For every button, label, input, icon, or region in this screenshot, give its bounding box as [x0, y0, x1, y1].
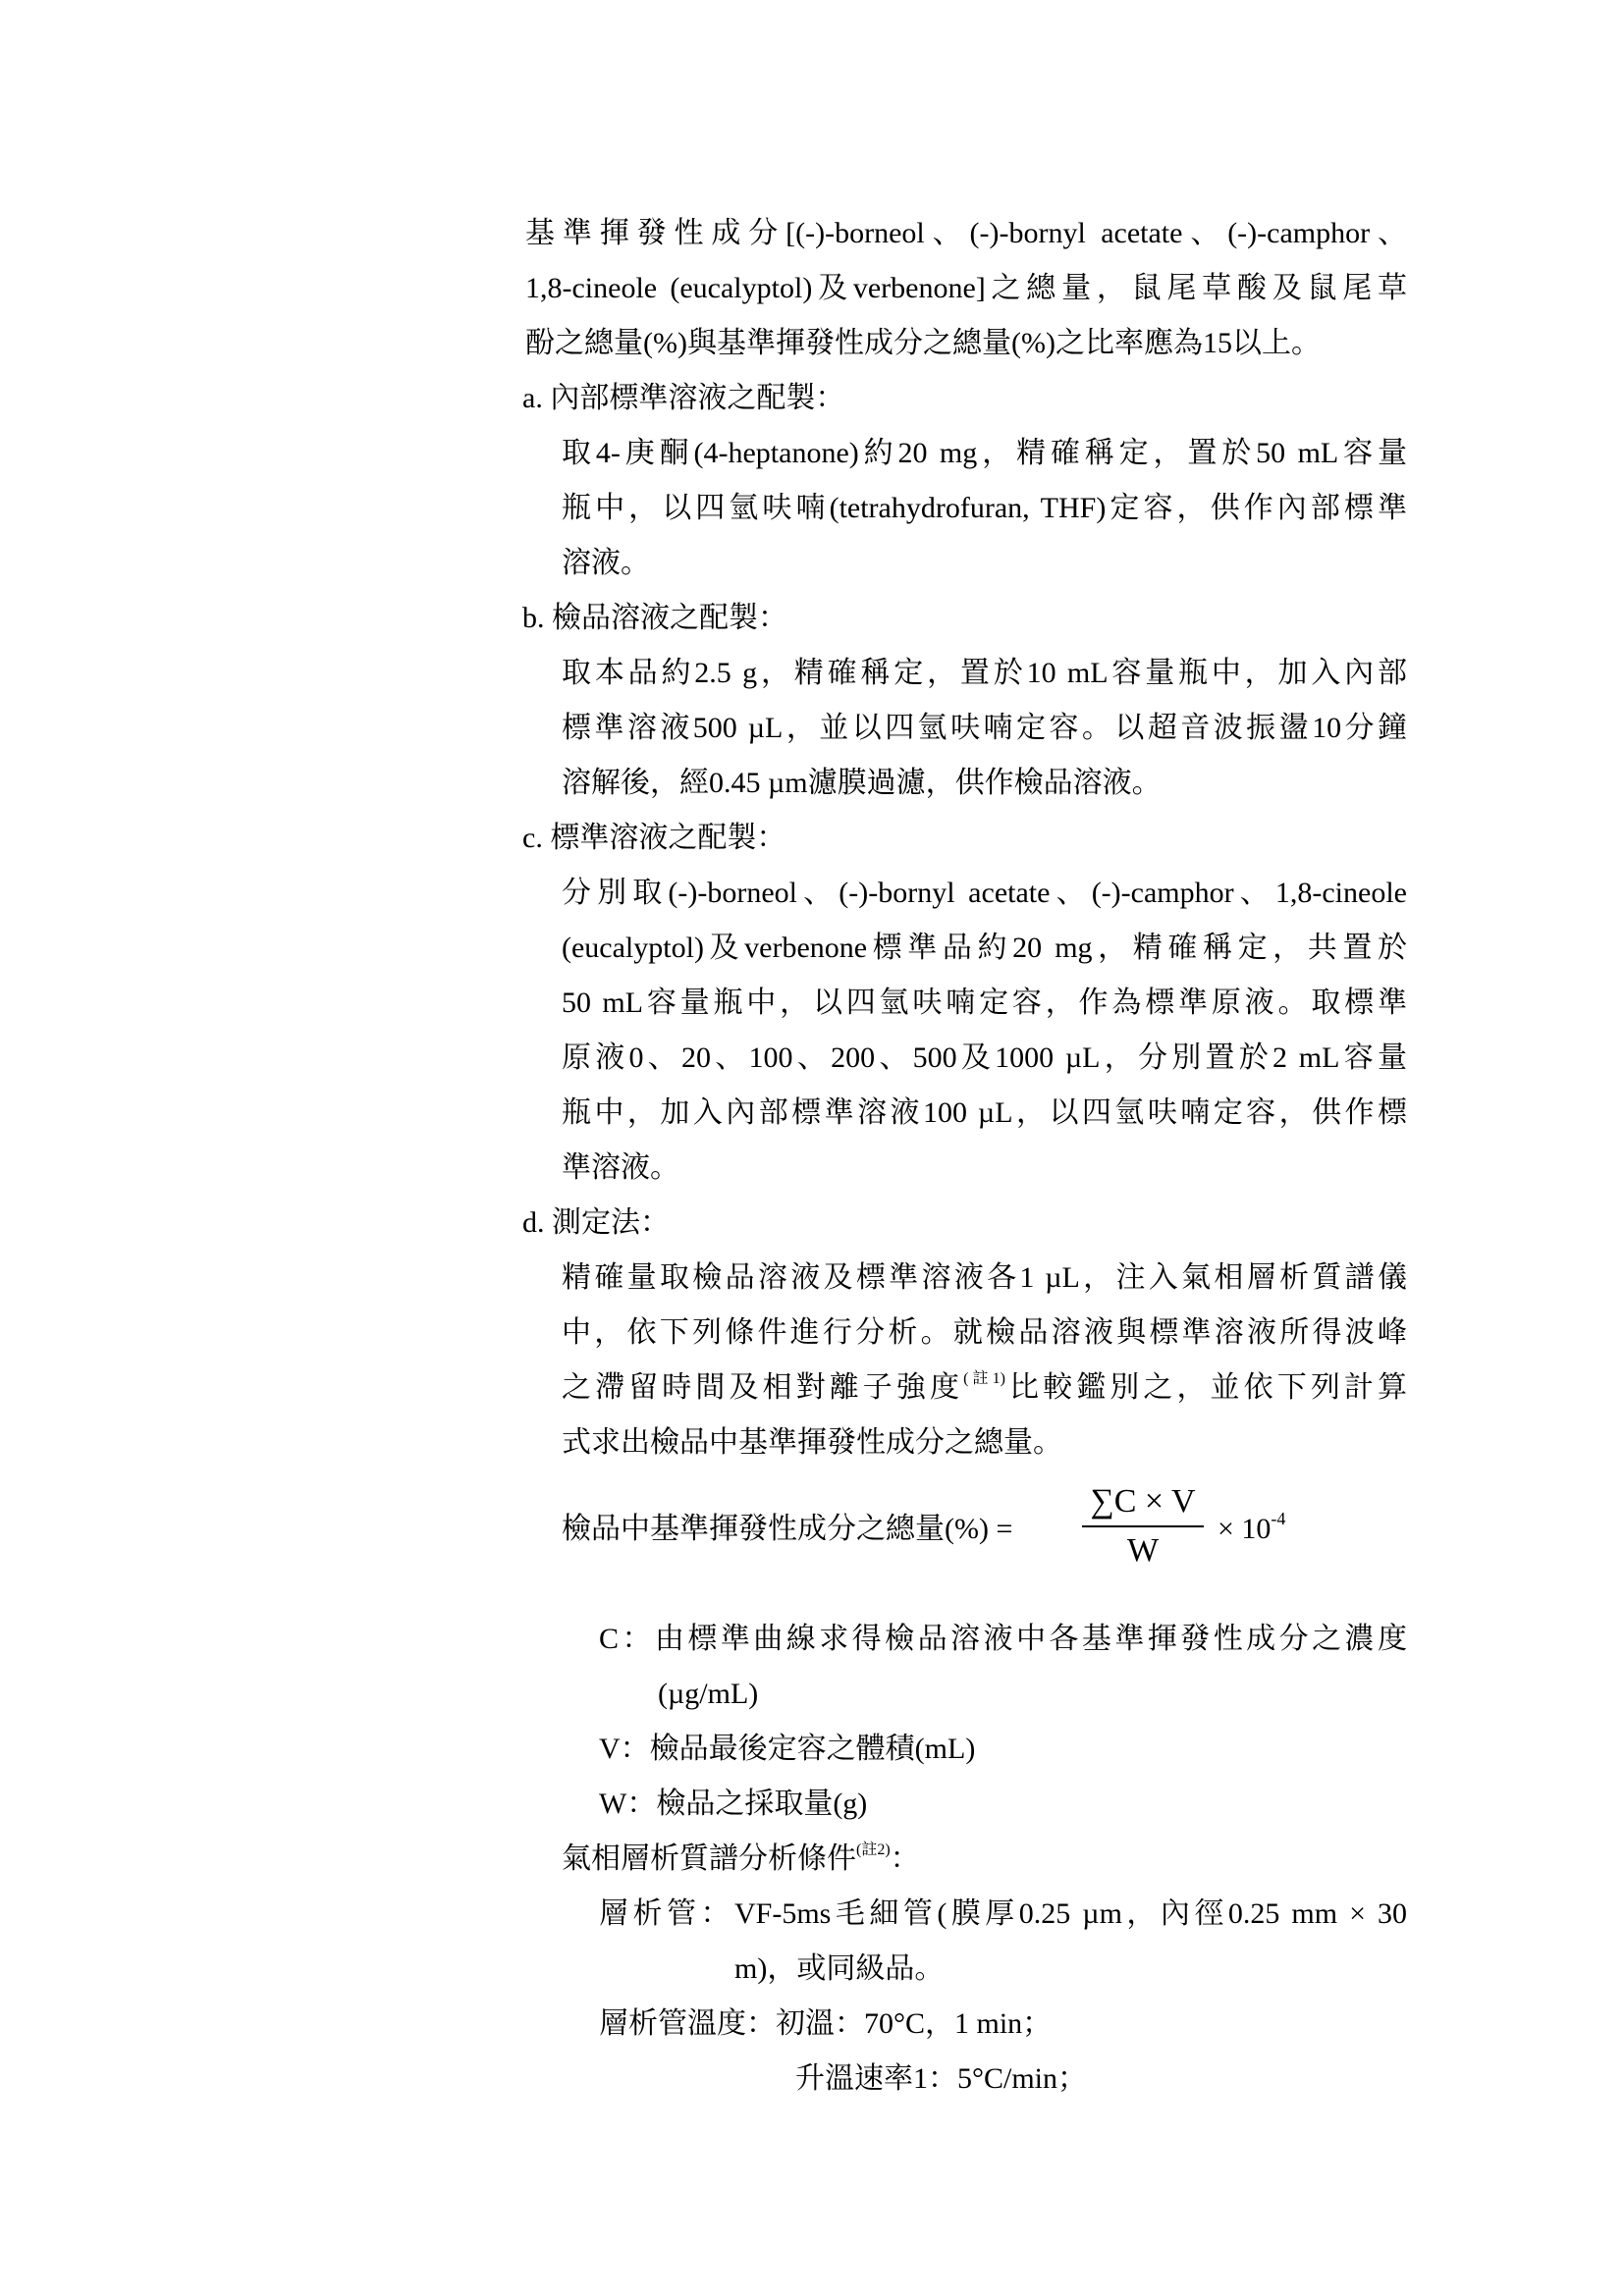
- intro-line-3: 酚之總量(%)與基準揮發性成分之總量(%)之比率應為15以上。: [525, 327, 1321, 359]
- formula-numerator: ∑C × V: [1090, 1483, 1196, 1520]
- gcms-heading-colon: ：: [890, 1842, 920, 1875]
- formula-exponent: -4: [1271, 1509, 1286, 1528]
- section-b-line-1: 取本品約2.5 g，精確稱定，置於10 mL容量瓶中，加入內部: [562, 657, 1407, 689]
- intro-line-2: 1,8-cineole (eucalyptol)及verbenone]之總量，鼠尾草酸及鼠尾草: [525, 272, 1407, 304]
- section-d-line-3: [562, 1368, 1407, 1408]
- section-c-line-4: 原液0、20、100、200、500及1000 µL，分別置於2 mL容量: [562, 1041, 1407, 1074]
- footnote-ref-1: (註1): [963, 1370, 1005, 1387]
- section-d-line-1: 精確量取檢品溶液及標準溶液各1 µL，注入氣相層析質譜儀: [562, 1261, 1407, 1294]
- section-a-heading: a. 內部標準溶液之配製：: [522, 382, 845, 414]
- gcms-temp-line-2: 升溫速率1：5°C/min；: [795, 2062, 1088, 2095]
- section-d-line-3-text-a: 之滯留時間及相對離子強度: [562, 1371, 964, 1404]
- section-c-heading: c. 標準溶液之配製：: [522, 822, 786, 854]
- definition-w: W：檢品之採取量(g): [599, 1788, 868, 1820]
- total-amount-formula: [562, 1480, 1308, 1578]
- definition-c-line-1: C：由標準曲線求得檢品溶液中各基準揮發性成分之濃度: [599, 1623, 1407, 1655]
- section-c-line-5: 瓶中，加入內部標準溶液100 µL，以四氫呋喃定容，供作標: [562, 1096, 1407, 1129]
- section-c-line-3: 50 mL容量瓶中，以四氫呋喃定容，作為標準原液。取標準: [562, 987, 1407, 1019]
- formula-denominator: W: [1126, 1532, 1160, 1569]
- intro-line-1: 基準揮發性成分[(-)-borneol、(-)-bornyl acetate、(-)-camphor、: [525, 217, 1407, 249]
- section-a-line-3: 溶液。: [562, 547, 650, 579]
- fraction-bar: [1082, 1525, 1204, 1527]
- gcms-heading-text: 氣相層析質譜分析條件: [562, 1842, 856, 1875]
- definition-v: V：檢品最後定容之體積(mL): [599, 1733, 976, 1765]
- footnote-ref-2: (註2): [856, 1842, 891, 1858]
- section-b-line-3: 溶解後，經0.45 µm濾膜過濾，供作檢品溶液。: [562, 767, 1162, 799]
- gcms-heading: [562, 1840, 920, 1879]
- formula-label: 檢品中基準揮發性成分之總量(%) =: [562, 1513, 1013, 1545]
- gcms-column-line-1: 層析管：VF-5ms毛細管(膜厚0.25 µm，內徑0.25 mm × 30: [599, 1897, 1407, 1930]
- section-c-line-6: 準溶液。: [562, 1151, 679, 1184]
- section-d-line-3-text-b: 比較鑑別之，並依下列計算: [1004, 1371, 1407, 1404]
- section-b-heading: b. 檢品溶液之配製：: [522, 602, 787, 634]
- definition-c-line-2: (µg/mL): [658, 1678, 759, 1710]
- gcms-temp-line-1: 層析管溫度：初溫：70°C，1 min；: [599, 2007, 1053, 2040]
- section-b-line-2: 標準溶液500 µL，並以四氫呋喃定容。以超音波振盪10分鐘: [562, 712, 1407, 744]
- section-a-line-1: 取4-庚酮(4-heptanone)約20 mg，精確稱定，置於50 mL容量: [562, 437, 1407, 469]
- section-d-heading: d. 測定法：: [522, 1206, 670, 1239]
- section-d-line-2: 中，依下列條件進行分析。就檢品溶液與標準溶液所得波峰: [562, 1316, 1407, 1349]
- formula-fraction: [1082, 1480, 1204, 1573]
- formula-multiplier-base: × 10: [1218, 1513, 1272, 1545]
- gcms-column-line-2: m)，或同級品。: [734, 1952, 945, 1985]
- section-a-line-2: 瓶中，以四氫呋喃(tetrahydrofuran, THF)定容，供作內部標準: [562, 492, 1407, 524]
- section-d-line-4: 式求出檢品中基準揮發性成分之總量。: [562, 1426, 1062, 1459]
- section-c-line-2: (eucalyptol)及verbenone標準品約20 mg，精確稱定，共置於: [562, 932, 1407, 964]
- formula-multiplier: [1218, 1510, 1285, 1549]
- section-c-line-1: 分別取(-)-borneol、(-)-bornyl acetate、(-)-camphor、1,8-cineole: [562, 877, 1407, 909]
